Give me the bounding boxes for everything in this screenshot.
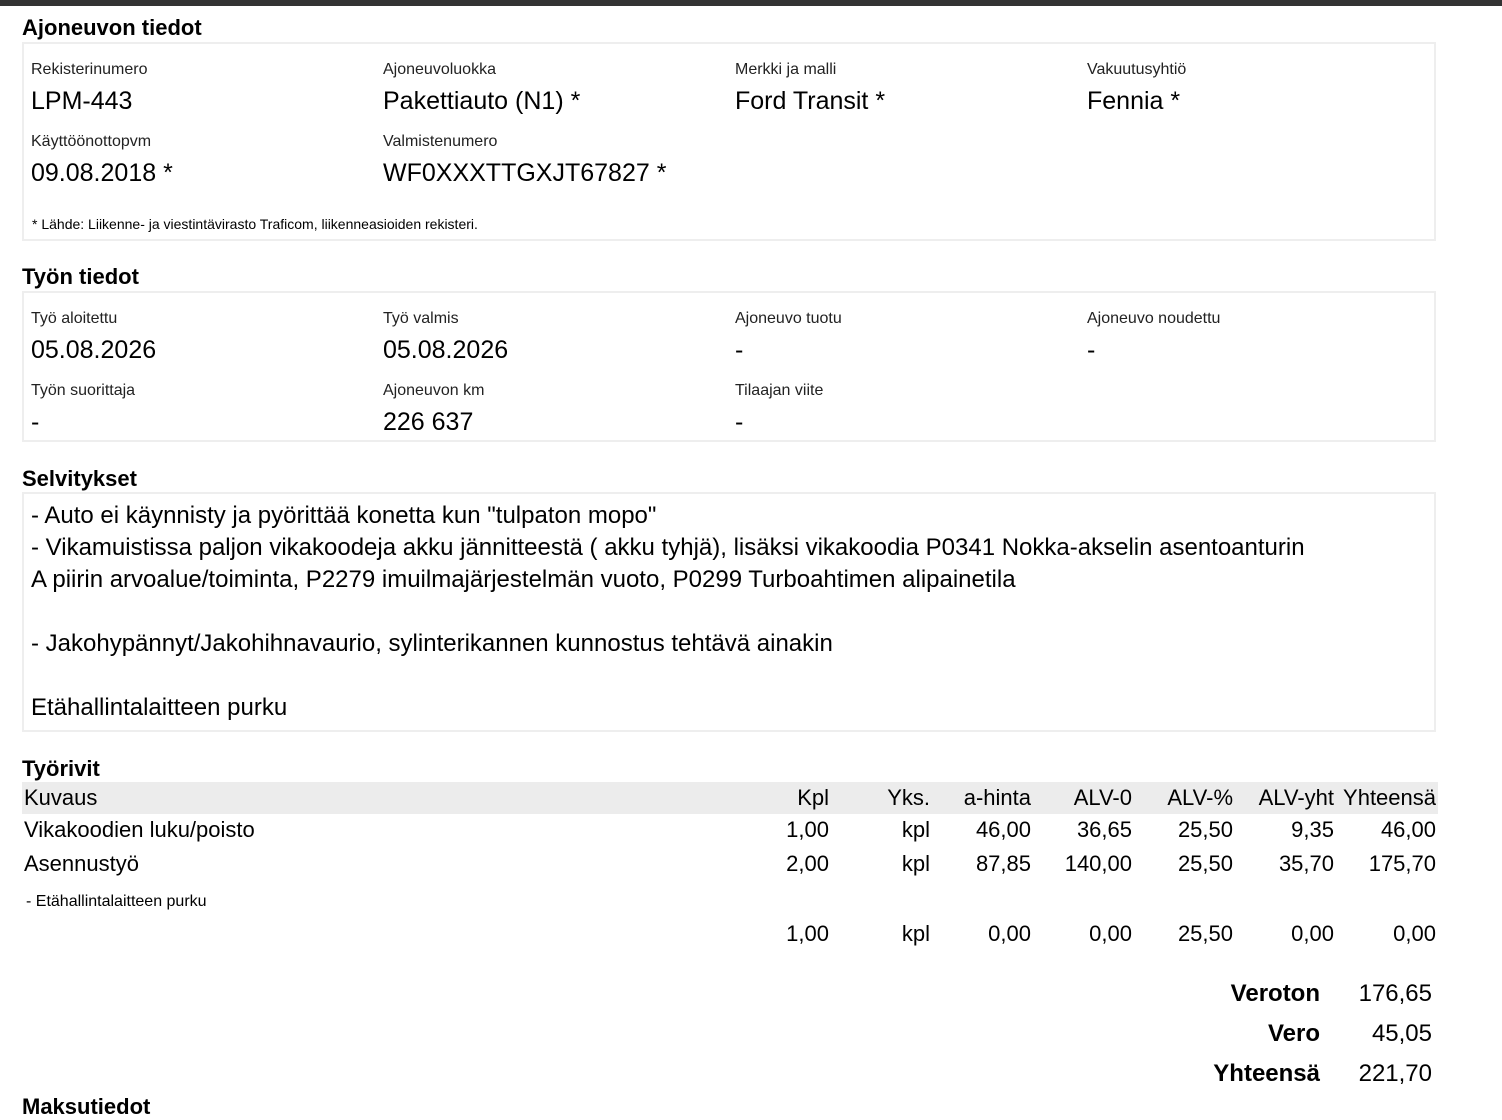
field-odometer bbox=[383, 381, 484, 437]
field-vin bbox=[383, 132, 666, 188]
row-unit: kpl bbox=[901, 921, 930, 946]
field-work-started bbox=[31, 309, 156, 365]
total-value-tax: 45,05 bbox=[1371, 1020, 1432, 1047]
explanation-line: A piirin arvoalue/toiminta, P2279 imuilmajärjestelmän vuoto, P0299 Turboahtimen alipainetila bbox=[31, 566, 1016, 593]
field-value: 05.08.2026 bbox=[383, 336, 509, 364]
explanation-line bbox=[31, 660, 1426, 692]
column-header-vat-percent: ALV-% bbox=[1167, 785, 1233, 810]
field-value: Ford Transit * bbox=[735, 87, 886, 115]
field-label: Ajoneuvoluokka bbox=[383, 61, 496, 78]
field-vehicle-picked-up bbox=[1087, 309, 1220, 365]
row-qty: 2,00 bbox=[786, 851, 829, 876]
row-vat-percent: 25,50 bbox=[1177, 921, 1233, 946]
work-info-box bbox=[22, 291, 1436, 442]
column-header-description: Kuvaus bbox=[24, 785, 98, 810]
column-header-total: Yhteensä bbox=[1343, 785, 1436, 810]
explanation-line: - Vikamuistissa paljon vikakoodeja akku jännitteestä ( akku tyhjä), lisäksi vikakoodia P0341 Nokka-akselin asentoanturin bbox=[31, 534, 1305, 561]
vehicle-info-box bbox=[22, 42, 1436, 241]
total-label-net: Veroton bbox=[1230, 980, 1320, 1007]
field-label: Käyttöönottopvm bbox=[31, 133, 152, 150]
source-note: * Lähde: Liikenne- ja viestintävirasto Traficom, liikenneasioiden rekisteri. bbox=[32, 216, 478, 232]
section-title-payment-cut: Maksutiedot bbox=[22, 1094, 151, 1119]
row-vat-total: 35,70 bbox=[1278, 851, 1334, 876]
row-vat-total: 0,00 bbox=[1291, 921, 1334, 946]
row-vat0: 0,00 bbox=[1089, 921, 1132, 946]
total-value-net: 176,65 bbox=[1358, 980, 1432, 1007]
field-value: LPM-443 bbox=[31, 87, 133, 115]
sub-item-description: - Etähallintalaitteen purku bbox=[26, 893, 207, 910]
column-header-vat-total: ALV-yht bbox=[1258, 785, 1334, 810]
field-value: 09.08.2018 * bbox=[31, 159, 173, 187]
field-value: - bbox=[1087, 336, 1096, 364]
row-total: 175,70 bbox=[1368, 851, 1436, 876]
column-header-unit-price: a-hinta bbox=[963, 785, 1031, 810]
field-commissioning-date bbox=[31, 132, 173, 188]
field-customer-reference bbox=[735, 381, 823, 437]
field-label: Työ valmis bbox=[383, 310, 459, 327]
explanation-line: - Auto ei käynnisty ja pyörittää konetta kun "tulpaton mopo" bbox=[31, 502, 657, 529]
row-vat-total: 9,35 bbox=[1291, 817, 1334, 842]
field-label: Ajoneuvo tuotu bbox=[735, 310, 842, 327]
field-registration bbox=[31, 60, 147, 116]
field-value: 226 637 bbox=[383, 408, 474, 436]
field-make-model bbox=[735, 60, 885, 116]
explanation-line bbox=[31, 596, 1426, 628]
total-label-tax: Vero bbox=[1267, 1020, 1320, 1047]
field-technician bbox=[31, 381, 135, 437]
row-vat0: 140,00 bbox=[1064, 851, 1132, 876]
field-label: Merkki ja malli bbox=[735, 61, 837, 78]
row-unit: kpl bbox=[901, 817, 930, 842]
field-value: - bbox=[31, 408, 40, 436]
row-unit: kpl bbox=[901, 851, 930, 876]
row-qty: 1,00 bbox=[786, 817, 829, 842]
row-unit-price: 0,00 bbox=[988, 921, 1031, 946]
column-header-qty: Kpl bbox=[797, 785, 829, 810]
explanations-text bbox=[31, 500, 1426, 724]
explanation-line: Etähallintalaitteen purku bbox=[31, 694, 288, 721]
row-description: Vikakoodien luku/poisto bbox=[24, 817, 255, 842]
row-vat-percent: 25,50 bbox=[1177, 851, 1233, 876]
field-value: - bbox=[735, 336, 744, 364]
field-work-ready bbox=[383, 309, 508, 365]
field-label: Ajoneuvo noudettu bbox=[1087, 310, 1221, 327]
field-label: Rekisterinumero bbox=[31, 61, 148, 78]
field-label: Ajoneuvon km bbox=[383, 382, 485, 399]
field-value: - bbox=[735, 408, 744, 436]
row-total: 0,00 bbox=[1393, 921, 1436, 946]
explanations-box bbox=[22, 492, 1436, 732]
field-label: Työn suorittaja bbox=[31, 382, 136, 399]
field-value: Fennia * bbox=[1087, 87, 1181, 115]
section-title-vehicle: Ajoneuvon tiedot bbox=[22, 15, 202, 40]
top-bar bbox=[0, 0, 1502, 6]
field-label: Työ aloitettu bbox=[31, 310, 118, 327]
field-label: Vakuutusyhtiö bbox=[1087, 61, 1187, 78]
column-header-unit: Yks. bbox=[887, 785, 930, 810]
row-vat-percent: 25,50 bbox=[1177, 817, 1233, 842]
row-qty: 1,00 bbox=[786, 921, 829, 946]
section-title-explanations: Selvitykset bbox=[22, 466, 137, 491]
explanation-line: - Jakohypännyt/Jakohihnavaurio, sylinterikannen kunnostus tehtävä ainakin bbox=[31, 630, 833, 657]
field-insurer bbox=[1087, 60, 1186, 116]
row-description: Asennustyö bbox=[24, 851, 139, 876]
field-value: Pakettiauto (N1) * bbox=[383, 87, 581, 115]
field-vehicle-brought bbox=[735, 309, 842, 365]
total-label-grand: Yhteensä bbox=[1213, 1060, 1320, 1087]
section-title-work-rows: Työrivit bbox=[22, 756, 100, 781]
row-unit-price: 46,00 bbox=[975, 817, 1031, 842]
row-unit-price: 87,85 bbox=[975, 851, 1031, 876]
column-header-vat0: ALV-0 bbox=[1073, 785, 1132, 810]
total-value-grand: 221,70 bbox=[1358, 1060, 1432, 1087]
field-label: Tilaajan viite bbox=[735, 382, 824, 399]
row-total: 46,00 bbox=[1380, 817, 1436, 842]
field-vehicle-class bbox=[383, 60, 580, 116]
row-vat0: 36,65 bbox=[1076, 817, 1132, 842]
section-title-work: Työn tiedot bbox=[22, 264, 139, 289]
field-value: WF0XXXTTGXJT67827 * bbox=[383, 159, 667, 187]
field-value: 05.08.2026 bbox=[31, 336, 157, 364]
field-label: Valmistenumero bbox=[383, 133, 498, 150]
